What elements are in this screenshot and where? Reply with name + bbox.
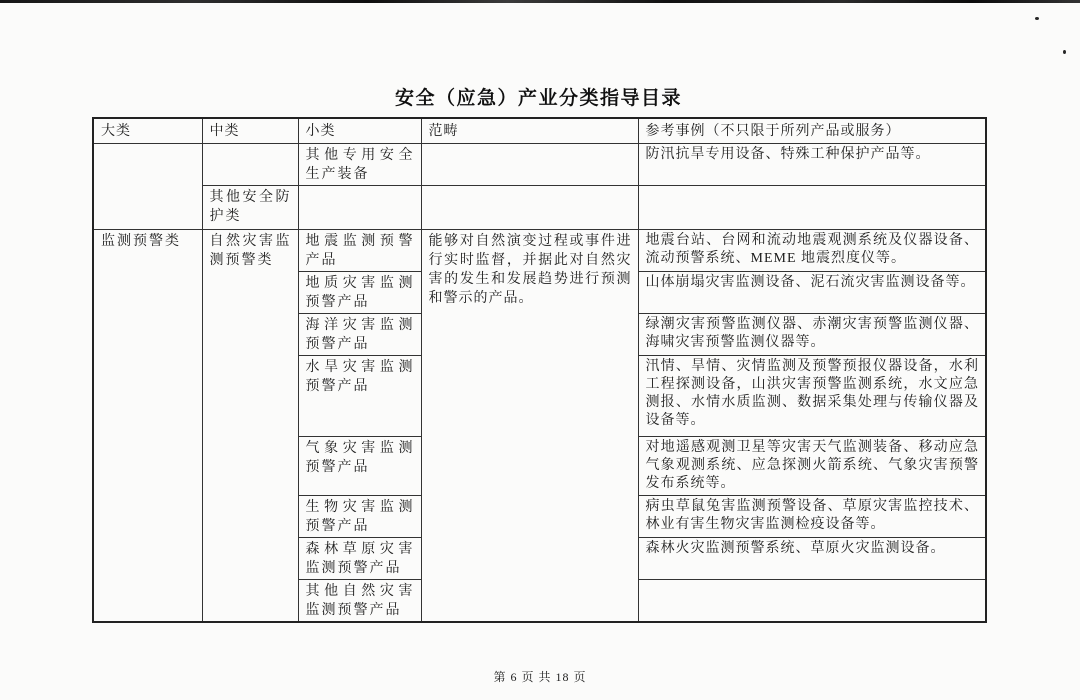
cell-xiaolei-empty [298, 185, 421, 229]
cell-xiaolei: 其他自然灾害监测预警产品 [298, 579, 421, 622]
cell-xiaolei: 海洋灾害监测预警产品 [298, 313, 421, 355]
cell-examples: 绿潮灾害预警监测仪器、赤潮灾害预警监测仪器、海啸灾害预警监测仪器等。 [638, 313, 986, 355]
cell-zhonglei-empty [202, 143, 298, 185]
table-row [93, 229, 986, 271]
scan-speck [1063, 50, 1066, 54]
cell-fanchou: 能够对自然演变过程或事件进行实时监督，并据此对自然灾害的发生和发展趋势进行预测和警示的产品。 [421, 229, 638, 622]
col-header-examples: 参考事例（不只限于所列产品或服务） [638, 118, 986, 143]
cell-fanchou-empty [421, 185, 638, 229]
cell-xiaolei: 地震监测预警产品 [298, 229, 421, 271]
cell-xiaolei: 森林草原灾害监测预警产品 [298, 537, 421, 579]
cell-examples: 病虫草鼠兔害监测预警设备、草原灾害监控技术、林业有害生物灾害监测检疫设备等。 [638, 495, 986, 537]
cell-xiaolei: 水旱灾害监测预警产品 [298, 355, 421, 436]
table-row [93, 143, 986, 185]
cell-examples: 对地遥感观测卫星等灾害天气监测装备、移动应急气象观测系统、应急探测火箭系统、气象灾害预警发布系统等。 [638, 436, 986, 495]
cell-examples: 山体崩塌灾害监测设备、泥石流灾害监测设备等。 [638, 271, 986, 313]
cell-xiaolei: 其他专用安全生产装备 [298, 143, 421, 185]
page-number: 第 6 页 共 18 页 [493, 670, 587, 684]
cell-examples: 汛情、旱情、灾情监测及预警预报仪器设备，水利工程探测设备，山洪灾害预警监测系统，水文应急测报、水情水质监测、数据采集处理与传输仪器及设备等。 [638, 355, 986, 436]
cell-examples-empty [638, 579, 986, 622]
cell-fanchou-empty [421, 143, 638, 185]
cell-xiaolei: 生物灾害监测预警产品 [298, 495, 421, 537]
scan-speck [1035, 17, 1039, 20]
cell-examples-empty [638, 185, 986, 229]
cell-xiaolei: 地质灾害监测预警产品 [298, 271, 421, 313]
page-title: 安全（应急）产业分类指导目录 [394, 88, 682, 109]
cell-xiaolei: 气象灾害监测预警产品 [298, 436, 421, 495]
col-header-fanchou: 范畴 [421, 118, 638, 143]
classification-table [92, 117, 987, 623]
col-header-xiaolei: 小类 [298, 118, 421, 143]
cell-zhonglei: 自然灾害监测预警类 [202, 229, 298, 622]
cell-zhonglei: 其他安全防护类 [202, 185, 298, 229]
table-header-row [93, 118, 986, 143]
cell-dalei: 监测预警类 [93, 229, 202, 622]
cell-dalei-empty [93, 143, 202, 229]
cell-examples: 防汛抗旱专用设备、特殊工种保护产品等。 [638, 143, 986, 185]
col-header-zhonglei: 中类 [202, 118, 298, 143]
cell-examples: 地震台站、台网和流动地震观测系统及仪器设备、流动预警系统、MEME 地震烈度仪等。 [638, 229, 986, 271]
cell-examples: 森林火灾监测预警系统、草原火灾监测设备。 [638, 537, 986, 579]
col-header-dalei: 大类 [93, 118, 202, 143]
scan-edge-artifact [0, 0, 1080, 3]
table-row [93, 185, 986, 229]
